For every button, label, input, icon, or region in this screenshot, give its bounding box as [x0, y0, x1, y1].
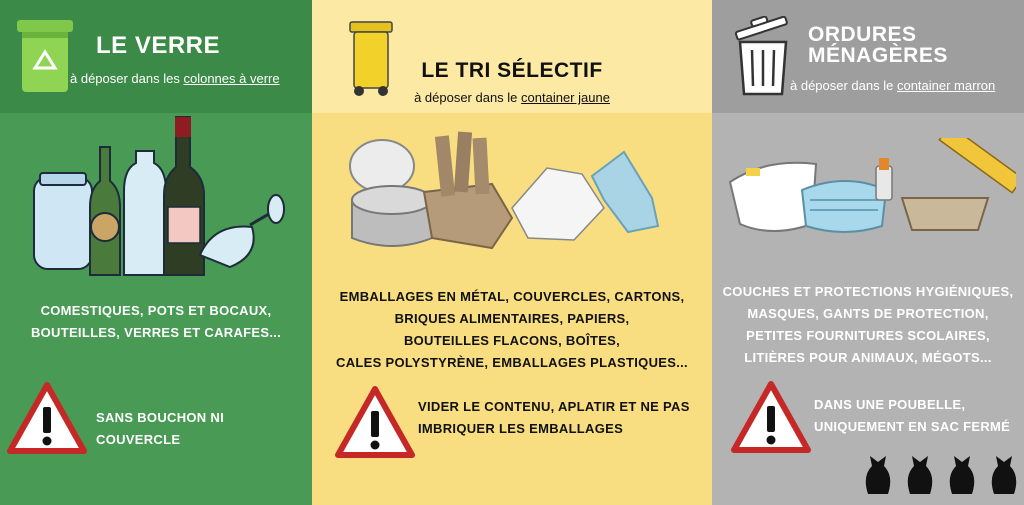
sort-subtitle: à déposer dans le container jaune — [414, 90, 610, 105]
household-warning-text: DANS UNE POUBELLE, UNIQUEMENT EN SAC FERMÉ — [814, 397, 1011, 434]
glass-container-link[interactable]: colonnes à verre — [183, 71, 280, 86]
glass-column — [0, 0, 312, 505]
sort-container-link[interactable]: container jaune — [521, 90, 610, 105]
glass-warning-text: SANS BOUCHON NI COUVERCLE — [96, 410, 225, 447]
sort-items-list: EMBALLAGES EN MÉTAL, COUVERCLES, CARTONS, BRIQUES ALIMENTAIRES, PAPIERS, BOUTEILLES FLACONS, BOÎTES, CALES POLYSTYRÈNE, EMBALLAGES PLASTIQUES... — [336, 289, 688, 370]
warning-icon — [334, 385, 416, 459]
sort-warning-text: VIDER LE CONTENU, APLATIR ET NE PAS IMBRIQUER LES EMBALLAGES — [418, 399, 690, 436]
household-container-link[interactable]: container marron — [896, 78, 996, 93]
trash-bags-row — [862, 452, 1022, 496]
glass-items-list: COMESTIQUES, POTS ET BOCAUX, BOUTEILLES, VERRES ET CARAFES... — [30, 303, 282, 340]
household-items-illustration — [726, 138, 1016, 243]
green-glass-bin-icon — [14, 14, 76, 96]
sort-items-illustration — [342, 128, 682, 268]
household-subtitle: à déposer dans le container marron — [790, 78, 996, 93]
glass-subtitle: à déposer dans les colonnes à verre — [70, 71, 280, 86]
household-column — [712, 0, 1024, 505]
glass-items-illustration — [24, 115, 294, 280]
warning-icon — [6, 381, 88, 455]
yellow-bin-icon — [348, 18, 394, 98]
sort-title: LE TRI SÉLECTIF — [421, 59, 603, 82]
glass-title: LE VERRE — [96, 32, 221, 59]
warning-icon — [730, 380, 812, 454]
household-title: ORDURES MÉNAGÈRES — [808, 23, 948, 67]
household-items-list: COUCHES ET PROTECTIONS HYGIÉNIQUES, MASQUES, GANTS DE PROTECTION, PETITES FOURNITURES SCOLAIRES, LITIÈRES POUR ANIMAUX, MÉGOTS... — [722, 284, 1014, 365]
sort-column — [312, 0, 712, 505]
trash-can-icon — [732, 16, 794, 98]
